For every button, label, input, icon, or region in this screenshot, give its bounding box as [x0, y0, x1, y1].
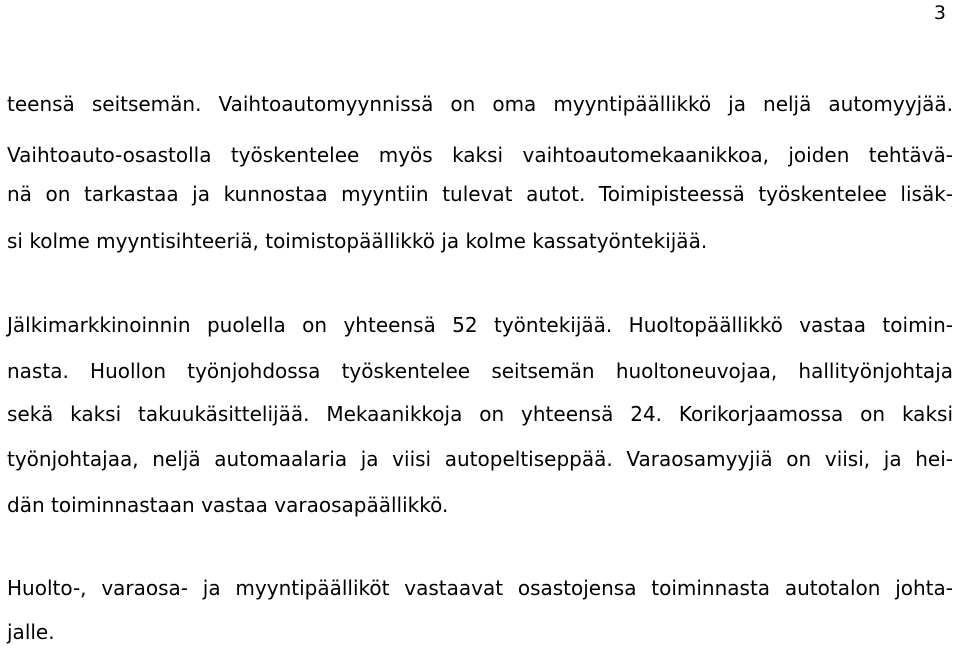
- paragraph-line: teensä seitsemän. Vaihtoautomyynnissä on oma myyntipäällikkö ja neljä automyyjää.: [7, 92, 953, 116]
- paragraph-line: sekä kaksi takuukäsittelijää. Mekaanikkoja on yhteensä 24. Korikorjaamossa on kaksi: [7, 402, 953, 426]
- paragraph-line: si kolme myyntisihteeriä, toimistopäällikkö ja kolme kassatyöntekijää.: [7, 229, 708, 253]
- paragraph-line: Vaihtoauto-osastolla työskentelee myös kaksi vaihtoautomekaanikkoa, joiden tehtävä-: [7, 143, 953, 167]
- paragraph-line: Huolto-, varaosa- ja myyntipäälliköt vastaavat osastojensa toiminnasta autotalon johta-: [7, 576, 953, 600]
- paragraph-line: Jälkimarkkinoinnin puolella on yhteensä 52 työntekijää. Huoltopäällikkö vastaa toimin-: [7, 313, 953, 337]
- paragraph-line: nasta. Huollon työnjohdossa työskentelee seitsemän huoltoneuvojaa, hallityönjohtaja: [7, 359, 953, 383]
- paragraph-line: dän toiminnastaan vastaa varaosapäällikkö.: [7, 493, 449, 517]
- paragraph-line: nä on tarkastaa ja kunnostaa myyntiin tulevat autot. Toimipisteessä työskentelee lisäk-: [7, 182, 953, 206]
- paragraph-line: jalle.: [7, 620, 55, 644]
- paragraph-line: työnjohtajaa, neljä automaalaria ja viisi autopeltiseppää. Varaosamyyjiä on viisi, ja hei-: [7, 447, 953, 471]
- page-number: 3: [933, 2, 946, 24]
